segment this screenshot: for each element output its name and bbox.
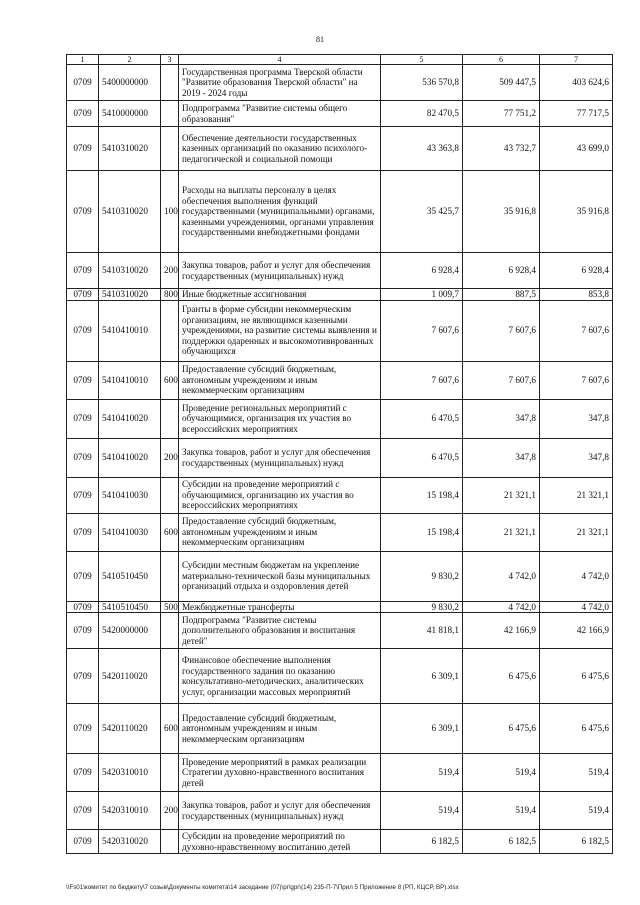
target-article-code: 5420110020 [99,704,161,754]
item-name: Субсидии на проведение мероприятий с обучающимися, организацию их участия во всероссийских мероприятиях [179,477,381,513]
amount-col5: 6 470,5 [381,399,463,438]
target-article-code: 5410410030 [99,513,161,551]
section-code: 0709 [67,513,99,551]
page-number: 81 [316,35,324,44]
amount-col5: 9 830,2 [381,551,463,601]
table-row [67,289,613,301]
table-row [67,613,613,649]
item-name: Межбюджетные трансферты [179,601,381,613]
amount-col5: 1 009,7 [381,289,463,301]
table-row [67,601,613,613]
target-article-code: 5410410020 [99,399,161,438]
item-name: Субсидии местным бюджетам на укрепление материально-технической базы муниципальных организаций отдыха и оздоровления детей [179,551,381,601]
amount-col6: 6 182,5 [463,830,540,854]
amount-col5: 82 470,5 [381,101,463,127]
amount-col6: 21 321,1 [463,477,540,513]
amount-col7: 403 624,6 [540,65,613,101]
target-article-code: 5420110020 [99,649,161,704]
table-row [67,253,613,289]
amount-col6: 6 928,4 [463,253,540,289]
item-name: Обеспечение деятельности государственных казенных организаций по оказанию психолого-педагогической и социальной помощи [179,127,381,171]
target-article-code: 5410410030 [99,477,161,513]
amount-col6: 43 732,7 [463,127,540,171]
expense-type-code [161,399,179,438]
amount-col6: 77 751,2 [463,101,540,127]
amount-col7: 43 699,0 [540,127,613,171]
target-article-code: 5410410010 [99,300,161,361]
table-row [67,171,613,253]
expense-type-code: 600 [161,513,179,551]
expense-type-code [161,551,179,601]
expense-type-code: 800 [161,289,179,301]
section-code: 0709 [67,127,99,171]
item-name: Предоставление субсидий бюджетным, автономным учреждениям и иным некоммерческим организациям [179,513,381,551]
table-row [67,649,613,704]
amount-col7: 42 166,9 [540,613,613,649]
table-row [67,830,613,854]
target-article-code: 5420000000 [99,613,161,649]
section-code: 0709 [67,754,99,792]
amount-col5: 519,4 [381,754,463,792]
amount-col5: 7 607,6 [381,300,463,361]
amount-col6: 519,4 [463,754,540,792]
column-number: 4 [179,55,381,65]
section-code: 0709 [67,477,99,513]
item-name: Гранты в форме субсидии некоммерческим организациям, не являющимся казенными учреждениями, на развитие системы выявления и поддержки одаренных и высокомотивированных обучающихся [179,300,381,361]
table-row [67,551,613,601]
section-code: 0709 [67,300,99,361]
amount-col5: 35 425,7 [381,171,463,253]
item-name: Предоставление субсидий бюджетным, автономным учреждениям и иным некоммерческим организациям [179,361,381,399]
amount-col7: 519,4 [540,754,613,792]
amount-col6: 7 607,6 [463,300,540,361]
amount-col6: 6 475,6 [463,649,540,704]
expense-type-code [161,649,179,704]
section-code: 0709 [67,101,99,127]
section-code: 0709 [67,649,99,704]
amount-col6: 519,4 [463,792,540,830]
amount-col5: 6 928,4 [381,253,463,289]
amount-col7: 4 742,0 [540,601,613,613]
amount-col7: 35 916,8 [540,171,613,253]
amount-col6: 4 742,0 [463,551,540,601]
table-row [67,127,613,171]
item-name: Закупка товаров, работ и услуг для обеспечения государственных (муниципальных) нужд [179,253,381,289]
target-article-code: 5410310020 [99,289,161,301]
expense-type-code: 200 [161,253,179,289]
expense-type-code [161,300,179,361]
amount-col5: 6 470,5 [381,438,463,477]
item-name: Расходы на выплаты персоналу в целях обеспечения выполнения функций государственными (муниципальными) органами, казенными учреждениями, органами управления государственными внебюджетными фондами [179,171,381,253]
section-code: 0709 [67,792,99,830]
expense-type-code [161,613,179,649]
expense-type-code [161,65,179,101]
budget-table [66,54,613,854]
column-number: 6 [463,55,540,65]
expense-type-code [161,127,179,171]
amount-col6: 509 447,5 [463,65,540,101]
amount-col5: 6 182,5 [381,830,463,854]
amount-col6: 6 475,6 [463,704,540,754]
target-article-code: 5400000000 [99,65,161,101]
section-code: 0709 [67,361,99,399]
amount-col7: 21 321,1 [540,477,613,513]
amount-col6: 887,5 [463,289,540,301]
column-number: 2 [99,55,161,65]
amount-col5: 6 309,1 [381,704,463,754]
target-article-code: 5410510450 [99,551,161,601]
amount-col7: 7 607,6 [540,300,613,361]
expense-type-code [161,754,179,792]
item-name: Подпрограмма "Развитие системы дополнительного образования и воспитания детей" [179,613,381,649]
amount-col7: 4 742,0 [540,551,613,601]
amount-col7: 7 607,6 [540,361,613,399]
amount-col6: 347,8 [463,438,540,477]
column-number: 3 [161,55,179,65]
amount-col7: 6 182,5 [540,830,613,854]
table-row [67,792,613,830]
amount-col6: 42 166,9 [463,613,540,649]
target-article-code: 5410310020 [99,127,161,171]
table-row [67,101,613,127]
section-code: 0709 [67,704,99,754]
expense-type-code: 100 [161,171,179,253]
amount-col5: 15 198,4 [381,513,463,551]
amount-col5: 536 570,8 [381,65,463,101]
column-number-row [67,55,613,65]
expense-type-code: 200 [161,792,179,830]
amount-col6: 347,8 [463,399,540,438]
expense-type-code: 500 [161,601,179,613]
section-code: 0709 [67,399,99,438]
amount-col5: 9 830,2 [381,601,463,613]
table-row [67,477,613,513]
target-article-code: 5420310010 [99,754,161,792]
table-row [67,399,613,438]
item-name: Субсидии на проведение мероприятий по духовно-нравственному воспитанию детей [179,830,381,854]
section-code: 0709 [67,65,99,101]
amount-col7: 347,8 [540,399,613,438]
expense-type-code [161,477,179,513]
amount-col5: 7 607,6 [381,361,463,399]
amount-col7: 853,8 [540,289,613,301]
section-code: 0709 [67,551,99,601]
section-code: 0709 [67,253,99,289]
amount-col7: 519,4 [540,792,613,830]
expense-type-code: 600 [161,361,179,399]
amount-col5: 15 198,4 [381,477,463,513]
expense-type-code [161,101,179,127]
amount-col7: 77 717,5 [540,101,613,127]
target-article-code: 5410510450 [99,601,161,613]
expense-type-code: 200 [161,438,179,477]
item-name: Подпрограмма "Развитие системы общего образования" [179,101,381,127]
item-name: Государственная программа Тверской области "Развитие образования Тверской области" на 2019 - 2024 годы [179,65,381,101]
column-number: 5 [381,55,463,65]
column-number: 1 [67,55,99,65]
table-row [67,65,613,101]
table-row [67,754,613,792]
section-code: 0709 [67,601,99,613]
table-row [67,438,613,477]
table-row [67,513,613,551]
table-row [67,704,613,754]
item-name: Иные бюджетные ассигнования [179,289,381,301]
amount-col6: 35 916,8 [463,171,540,253]
table-row [67,300,613,361]
target-article-code: 5410410020 [99,438,161,477]
amount-col6: 4 742,0 [463,601,540,613]
target-article-code: 5410410010 [99,361,161,399]
amount-col7: 6 475,6 [540,649,613,704]
section-code: 0709 [67,438,99,477]
section-code: 0709 [67,613,99,649]
amount-col5: 519,4 [381,792,463,830]
target-article-code: 5410000000 [99,101,161,127]
target-article-code: 5420310020 [99,830,161,854]
item-name: Проведение региональных мероприятий с обучающимися, организация их участия во всероссийских мероприятиях [179,399,381,438]
section-code: 0709 [67,830,99,854]
item-name: Предоставление субсидий бюджетным, автономным учреждениям и иным некоммерческим организациям [179,704,381,754]
amount-col5: 43 363,8 [381,127,463,171]
amount-col7: 21 321,1 [540,513,613,551]
item-name: Финансовое обеспечение выполнения государственного задания по оказанию консультативно-методических, аналитических услуг, организации массовых мероприятий [179,649,381,704]
amount-col7: 347,8 [540,438,613,477]
item-name: Закупка товаров, работ и услуг для обеспечения государственных (муниципальных) нужд [179,438,381,477]
amount-col5: 41 818,1 [381,613,463,649]
footer-file-path: \\Fs01\комитет по бюджету\7 созыв\Документы комитета\14 заседание (07)\pr\gpr\(14) 235-П-7\Прил 5 Приложение 8 (РП, КЦСР, ВР).xlsx [66,884,459,891]
table-row [67,361,613,399]
item-name: Проведение мероприятий в рамках реализации Стратегии духовно-нравственного воспитания детей [179,754,381,792]
amount-col7: 6 475,6 [540,704,613,754]
target-article-code: 5410310020 [99,171,161,253]
table-body [67,55,613,854]
amount-col5: 6 309,1 [381,649,463,704]
expense-type-code: 600 [161,704,179,754]
item-name: Закупка товаров, работ и услуг для обеспечения государственных (муниципальных) нужд [179,792,381,830]
target-article-code: 5420310010 [99,792,161,830]
amount-col6: 21 321,1 [463,513,540,551]
amount-col6: 7 607,6 [463,361,540,399]
section-code: 0709 [67,289,99,301]
target-article-code: 5410310020 [99,253,161,289]
amount-col7: 6 928,4 [540,253,613,289]
expense-type-code [161,830,179,854]
section-code: 0709 [67,171,99,253]
column-number: 7 [540,55,613,65]
